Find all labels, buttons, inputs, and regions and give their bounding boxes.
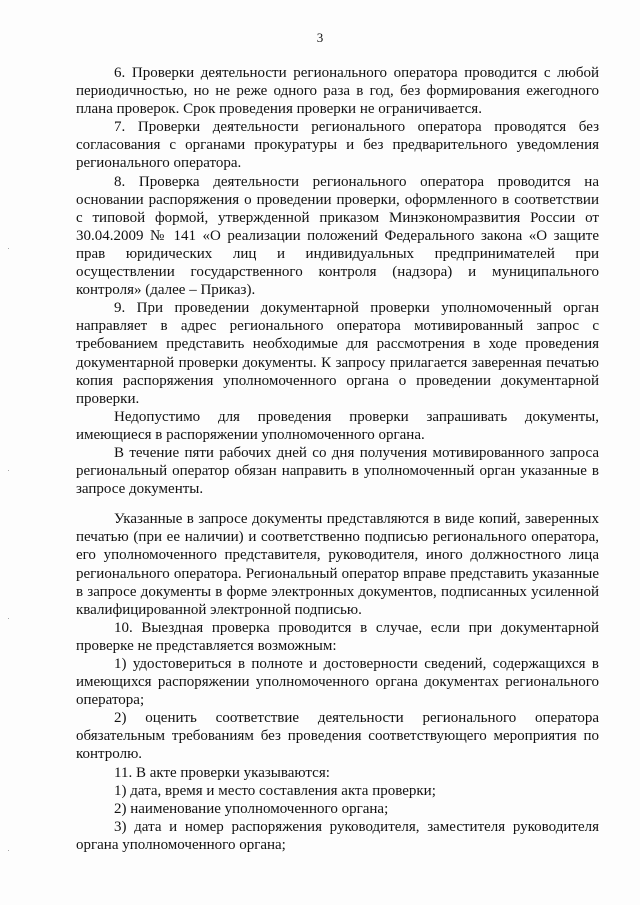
paragraph-item-7: 7. Проверки деятельности регионального оператора проводятся без согласования с органами прокуратуры и без предварительного уведомления регионального оператора.: [76, 119, 599, 172]
paragraph-item-8: 8. Проверка деятельности регионального оператора проводится на основании распоряжения о проведении проверки, оформленного в соответствии с типовой формой, утвержденной приказом Минэкономразвития России от 30.04.2009 № 141 «О реализации положений Федерального закона «О защите прав юридических лиц и индивидуальных предпринимателей при осуществлении государственного контроля (надзора) и муниципального контроля» (далее – Приказ).: [76, 173, 599, 299]
paragraph-item-11-2: 2) наименование уполномоченного органа;: [114, 800, 389, 817]
paragraph-item-10-2: 2) оценить соответствие деятельности регионального оператора обязательным требованиям без проведения соответствующего мероприятия по контролю.: [76, 710, 599, 763]
document-body: [76, 64, 599, 854]
scan-dot: [8, 248, 9, 249]
paragraph-item-11-1: 1) дата, время и место составления акта проверки;: [114, 782, 436, 799]
paragraph-no-request-docs: Недопустимо для проведения проверки запрашивать документы, имеющиеся в распоряжении уполномоченного органа.: [76, 408, 599, 443]
paragraph-item-10-1: 1) удостовериться в полноте и достоверности сведений, содержащихся в имеющихся распоряжении уполномоченного органа документах регионального оператора;: [76, 656, 599, 709]
paragraph-item-11-3: 3) дата и номер распоряжения руководителя, заместителя руководителя органа уполномоченного органа;: [76, 818, 599, 853]
scan-dot: [8, 470, 9, 471]
paragraph-item-11: 11. В акте проверки указываются:: [114, 764, 330, 781]
paragraph-item-9: 9. При проведении документарной проверки уполномоченный орган направляет в адрес регионального оператора мотивированный запрос с требованием представить необходимые для рассмотрения в ходе проведения документарной проверки документы. К запросу прилагается заверенная печатью копия распоряжения уполномоченного органа о проведении документарной проверки.: [76, 300, 599, 407]
page-number: 3: [316, 30, 324, 45]
paragraph-five-days: В течение пяти рабочих дней со дня получения мотивированного запроса региональный оператор обязан направить в уполномоченный орган указанные в запросе документы.: [76, 444, 599, 498]
paragraph-copies: Указанные в запросе документы представляются в виде копий, заверенных печатью (при ее наличии) и соответственно подписью регионального оператора, его уполномоченного представителя, руководителя, иного должностного лица регионального оператора. Региональный оператор вправе представить указанные в запросе документы в форме электронных документов, подписанных усиленной квалифицированной электронной подписью.: [76, 511, 599, 618]
scan-dot: [8, 618, 9, 619]
paragraph-item-10: 10. Выездная проверка проводится в случае, если при документарной проверке не представляется возможным:: [76, 619, 599, 654]
scan-dot: [8, 850, 9, 851]
paragraph-item-6: 6. Проверки деятельности регионального оператора проводится с любой периодичностью, но не реже одного раза в год, без формирования ежегодного плана проверок. Срок проведения проверки не ограничивается.: [76, 65, 599, 118]
